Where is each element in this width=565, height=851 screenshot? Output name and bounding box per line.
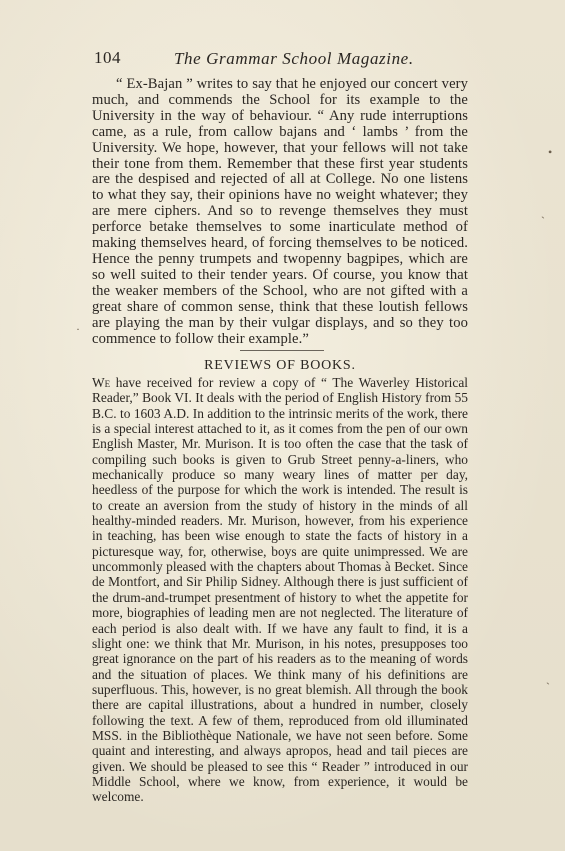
section-divider [240, 350, 324, 351]
margin-tick-icon: ˎ [541, 205, 545, 219]
review-body-text: have received for review a copy of “ The Waverley Historical Reader,” Book VI. It deals with the period of English History from 55 B.C. to 1603 A.D. In addition to the intrinsic merits of the work, there is a special interest attached to it, as it comes from the pen of our own English Master, Mr. Murison. It is too often the case that the task of compiling such books is given to Grub Street penny-a-liners, who mechanically produce so many weary lines of matter per day, heedless of the purpose for which the work is intended. The result is to create an aversion from the study of history in the minds of all healthy-minded readers. Mr. Murison, however, from his experience in teaching, has been wise enough to state the facts of history in a picturesque way, for, otherwise, boys are quite unimpressed. We are uncommonly pleased with the chapters about Thomas à Becket. Since de Montfort, and Sir Philip Sidney. Although there is just sufficient of the drum-and-trumpet presentment of history to whet the appetite for more, biographies of leading men are not neglected. The literature of each period is also dealt with. If we have any fault to find, it is a slight one: we think that Mr. Murison, in his notes, presupposes too great ignorance on the part of his readers as to the meaning of words and the situation of places. We think many of his definitions are superfluous. This, however, is no great blemish. All through the book there are capital illustrations, about a hundred in number, closely following the text. A few of them, reproduced from old illuminated MSS. in the Bibliothèque Nationale, we have not seen before. Some quaint and interesting, and always apropos, head and tail pieces are given. We should be pleased to see this “ Reader ” introduced in our Middle School, where we know, from experience, it would be welcome. [92, 375, 468, 805]
reviews-heading: REVIEWS OF BOOKS. [204, 358, 356, 373]
reviews-section [92, 375, 468, 805]
page-number: 104 [94, 48, 121, 67]
magazine-title: The Grammar School Magazine. [174, 49, 414, 68]
letter-paragraph: “ Ex-Bajan ” writes to say that he enjoyed our concert very much, and commends the School for its example to the University in the way of behaviour. “ Any rude interruptions came, as a rule, from callow bajans and ‘ lambs ’ from the University. We hope, however, that your fellows will not take their tone from them. Remember that these first year students are the despised and rejected of all at College. No one listens to what they say, their opinions have no weight whatever; they are mere ciphers. And so to revenge themselves they must perforce betake themselves to some inarticulate method of making themselves heard, of forcing themselves to be noticed. Hence the penny trumpets and twopenny bagpipes, which are so well suited to their tender years. Of course, you know that the weaker members of the School, who are not gifted with a great share of common sense, think that these loutish fellows are playing the man by their vulgar displays, and so they too commence to follow their example.” [92, 76, 468, 347]
review-lead-word: We [92, 375, 111, 390]
letter-section [92, 77, 468, 347]
margin-tick-icon-lower: ˎ [546, 671, 550, 685]
review-paragraph [92, 375, 468, 805]
margin-speck-icon: • [548, 145, 553, 159]
margin-dot-icon: · [76, 322, 80, 336]
running-head [92, 48, 472, 70]
